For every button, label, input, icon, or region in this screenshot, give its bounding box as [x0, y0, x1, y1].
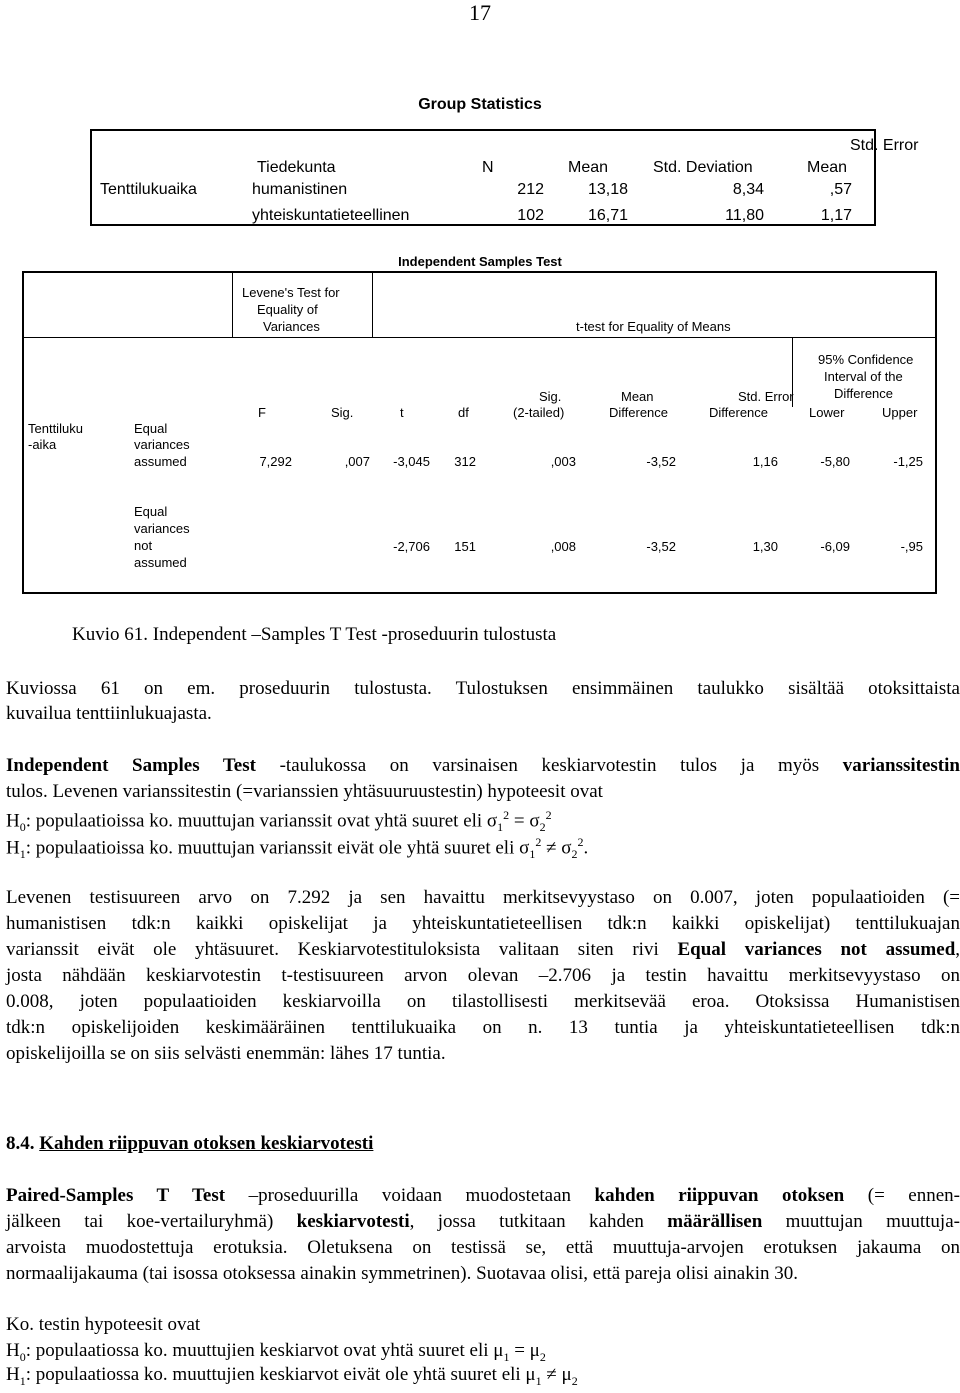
- group-statistics-table: [90, 129, 919, 226]
- row1-n: 212: [517, 181, 544, 198]
- col-md-line2: Difference: [609, 405, 669, 420]
- h1-end: .: [583, 837, 589, 859]
- h0-sup2: 2: [545, 808, 552, 822]
- term-kahden-riippuvan-otoksen: kahden riippuvan otoksen: [594, 1185, 845, 1206]
- paragraph-4-line-1-end: (= ennen-: [844, 1185, 960, 1206]
- term-independent-samples-test: Independent Samples Test: [6, 755, 256, 776]
- col-f: F: [258, 405, 266, 420]
- variable-label-line2: -aika: [28, 437, 57, 452]
- row1-f: 7,292: [259, 454, 292, 469]
- paragraph-4-line-2: [6, 1211, 960, 1233]
- row2-group: yhteiskuntatieteellinen: [252, 207, 410, 224]
- paragraph-3-line-2: humanistisen tdk:n kaikki opiskelijat ja yhteiskuntatieteellisen tdk:n kaikki opiskelijat) tenttilukuajan: [6, 913, 960, 934]
- paragraph-2-line-1-text: -taulukossa on varsinaisen keskiarvotestin tulos ja myös: [255, 755, 843, 776]
- h0-mid: = σ: [509, 810, 540, 832]
- ph1-s1: 1: [535, 1373, 542, 1388]
- paragraph-3-line-5: 0.008, joten populaatioiden keskiarvoilla on tilastollisesti merkitsevää eroa. Otoksissa Humanistisen: [6, 991, 960, 1012]
- divider-levene-right: [372, 273, 373, 338]
- term-varianssitestin: varianssitestin: [842, 755, 960, 776]
- h0-h: H: [6, 810, 20, 832]
- levene-header-line1: Levene's Test for: [242, 285, 340, 300]
- paragraph-3-line-6: tdk:n opiskelijoiden keskimääräinen tenttilukuaika on n. 13 tuntia ja yhteiskuntatieteellisen tdk:n: [6, 1017, 960, 1038]
- row2-mean: 16,71: [587, 207, 628, 224]
- h0-text: : populaatioissa ko. muuttujan varianssit ovat yhtä suuret eli σ: [25, 810, 498, 832]
- row1-ci-upper: -1,25: [893, 454, 923, 469]
- paragraph-4-line-2-text: jälkeen tai koe-vertailuryhmä): [6, 1211, 297, 1232]
- section-heading: [6, 1133, 373, 1155]
- ttest-header: t-test for Equality of Means: [576, 319, 731, 334]
- paragraph-3-line-3-comma: ,: [955, 939, 960, 960]
- ph0-text: : populaatiossa ko. muuttujien keskiarvot ovat yhtä suuret eli μ: [25, 1340, 504, 1361]
- group-statistics-title: Group Statistics: [418, 96, 542, 113]
- term-maarallisen: määrällisen: [667, 1211, 763, 1232]
- ci-header-line2: Interval of the: [824, 369, 903, 384]
- paragraph-4-line-1: [6, 1185, 960, 1207]
- col-sig2-line2: (2-tailed): [513, 405, 565, 420]
- h0-sub: 0: [19, 820, 26, 835]
- row1-se: ,57: [829, 181, 852, 198]
- term-keskiarvotesti: keskiarvotesti: [296, 1211, 410, 1232]
- ph1-s2: 2: [571, 1373, 578, 1388]
- independent-test-table: [22, 271, 937, 594]
- header-se-line1: Std. Error: [850, 137, 919, 154]
- row1-mean-diff: -3,52: [646, 454, 676, 469]
- row2-mean-diff: -3,52: [646, 539, 676, 554]
- levene-h1: [6, 835, 960, 862]
- paragraph-4-line-4: normaalijakauma (tai isossa otoksessa ainakin symmetrinen). Suotavaa olisi, että pareja olisi ainakin 30.: [6, 1263, 798, 1284]
- divider-levene-left: [232, 273, 233, 338]
- paragraph-2-line-2: tulos. Levenen varianssitestin (=varianssien yhtäsuuruustestin) hypoteesit ovat: [6, 781, 603, 802]
- row2-se-diff: 1,30: [752, 539, 778, 554]
- col-se-line1: Std. Error: [738, 389, 794, 404]
- levene-header-line3: Variances: [263, 319, 320, 334]
- ph0-sub: 0: [19, 1349, 26, 1364]
- col-md-line1: Mean: [621, 389, 654, 404]
- row2-ci-upper: -,95: [900, 539, 923, 554]
- h1-sub: 1: [19, 847, 26, 862]
- paired-h0: [6, 1340, 960, 1365]
- ph0-s1: 1: [503, 1349, 510, 1364]
- paragraph-1-line-1: Kuviossa 61 on em. proseduurin tulostusta. Tulostuksen ensimmäinen taulukko sisältää otoksittaista: [6, 678, 960, 699]
- ph1-h: H: [6, 1364, 20, 1385]
- paragraph-4-line-2-end: muuttujan muuttuja-: [762, 1211, 960, 1232]
- paragraph-3-line-3-text: varianssit eivät ole yhtäsuuret. Keskiarvotestituloksista valitaan siten rivi: [6, 939, 678, 960]
- row2-se: 1,17: [820, 207, 852, 224]
- ci-header-line3: Difference: [834, 386, 894, 401]
- row2-label-line3: not: [134, 538, 153, 553]
- levene-h0: [6, 808, 960, 835]
- page-number: 17: [469, 0, 491, 25]
- h1-s2: 2: [571, 847, 578, 862]
- divider-header-row: [24, 337, 935, 338]
- header-se-line2: Mean: [807, 159, 848, 176]
- h1-text: : populaatioissa ko. muuttujan varianssit eivät ole yhtä suuret eli σ: [25, 837, 530, 859]
- ph0-h: H: [6, 1340, 20, 1361]
- row1-sig2: ,003: [550, 454, 576, 469]
- paragraph-4-line-1-text: –proseduurilla voidaan muodostetaan: [225, 1185, 595, 1206]
- term-equal-variances-not-assumed: Equal variances not assumed: [677, 939, 956, 960]
- row1-df: 312: [454, 454, 476, 469]
- figure-caption: Kuvio 61. Independent –Samples T Test -proseduurin tulostusta: [72, 624, 557, 645]
- row1-ci-lower: -5,80: [820, 454, 850, 469]
- levene-header-line2: Equality of: [257, 302, 318, 317]
- row1-mean: 13,18: [587, 181, 628, 198]
- paragraph-3-line-7: opiskelijoilla se on siis selvästi enemmän: lähes 17 tuntia.: [6, 1043, 446, 1064]
- row2-ci-lower: -6,09: [820, 539, 850, 554]
- col-t: t: [400, 405, 404, 420]
- col-sig2-line1: Sig.: [539, 389, 562, 404]
- header-n: N: [482, 159, 494, 176]
- section-title: Kahden riippuvan otoksen keskiarvotesti: [39, 1133, 374, 1154]
- ph0-mid: = μ: [509, 1340, 540, 1361]
- row1-t: -3,045: [393, 454, 430, 469]
- ph1-mid: ≠ μ: [541, 1364, 572, 1385]
- row1-label-line3: assumed: [134, 454, 187, 469]
- paragraph-3-line-1: Levenen testisuureen arvo on 7.292 ja sen havaittu merkitsevyystaso on 0.007, joten populaatioiden (=: [6, 887, 960, 908]
- ph1-sub: 1: [19, 1373, 26, 1388]
- paragraph-4-line-3: arvoista muodostettuja erotuksia. Oletuksena on testissä se, että muuttuja-arvojen erotuksen jakauma on: [6, 1237, 960, 1258]
- h1-sup2: 2: [577, 835, 584, 849]
- h0-s2: 2: [539, 820, 546, 835]
- row1-label-line2: variances: [134, 437, 190, 452]
- row2-label-line2: variances: [134, 521, 190, 536]
- paragraph-3-line-3: [6, 939, 960, 961]
- ph1-text: : populaatiossa ko. muuttujien keskiarvot eivät ole yhtä suuret eli μ: [25, 1364, 536, 1385]
- row2-df: 151: [454, 539, 476, 554]
- header-group: Tiedekunta: [257, 159, 336, 176]
- paragraph-2-line-1: [6, 755, 960, 777]
- row2-sig2: ,008: [550, 539, 576, 554]
- independent-test-title: Independent Samples Test: [398, 254, 562, 269]
- ci-header-line1: 95% Confidence: [818, 352, 914, 367]
- ph0-s2: 2: [539, 1349, 546, 1364]
- h0-s1: 1: [497, 820, 504, 835]
- h1-mid: ≠ σ: [541, 837, 572, 859]
- row-variable-label: Tenttilukuaika: [100, 181, 197, 198]
- col-lower: Lower: [809, 405, 845, 420]
- row2-sd: 11,80: [725, 207, 764, 224]
- row2-t: -2,706: [393, 539, 430, 554]
- section-number: 8.4.: [6, 1133, 40, 1154]
- paired-h1: [6, 1364, 960, 1389]
- row1-se-diff: 1,16: [752, 454, 778, 469]
- paragraph-4-line-2-mid: , jossa tutkitaan kahden: [409, 1211, 668, 1232]
- h0-sup1: 2: [503, 808, 510, 822]
- col-se-line2: Difference: [709, 405, 769, 420]
- col-upper: Upper: [882, 405, 918, 420]
- row2-n: 102: [517, 207, 544, 224]
- h1-s1: 1: [529, 847, 536, 862]
- row2-label-line4: assumed: [134, 555, 187, 570]
- paragraph-5-line-1: Ko. testin hypoteesit ovat: [6, 1314, 201, 1335]
- paragraph-3-line-4: josta nähdään keskiarvotestin t-testisuureen arvon olevan –2.706 ja testin havaittu merkitsevyystaso on: [6, 965, 960, 986]
- row1-sd: 8,34: [732, 181, 764, 198]
- h1-sup1: 2: [535, 835, 542, 849]
- paragraph-1-line-2: kuvailua tenttiinlukuajasta.: [6, 703, 212, 724]
- row1-sig: ,007: [344, 454, 370, 469]
- col-df: df: [458, 405, 469, 420]
- h1-h: H: [6, 837, 20, 859]
- header-mean: Mean: [568, 159, 609, 176]
- row1-label-line1: Equal: [134, 421, 168, 436]
- row1-group: humanistinen: [252, 181, 348, 198]
- row2-label-line1: Equal: [134, 504, 168, 519]
- col-sig: Sig.: [331, 405, 354, 420]
- variable-label-line1: Tenttiluku: [28, 421, 83, 436]
- term-paired-samples-t-test: Paired-Samples T Test: [6, 1185, 226, 1206]
- header-sd: Std. Deviation: [653, 159, 753, 176]
